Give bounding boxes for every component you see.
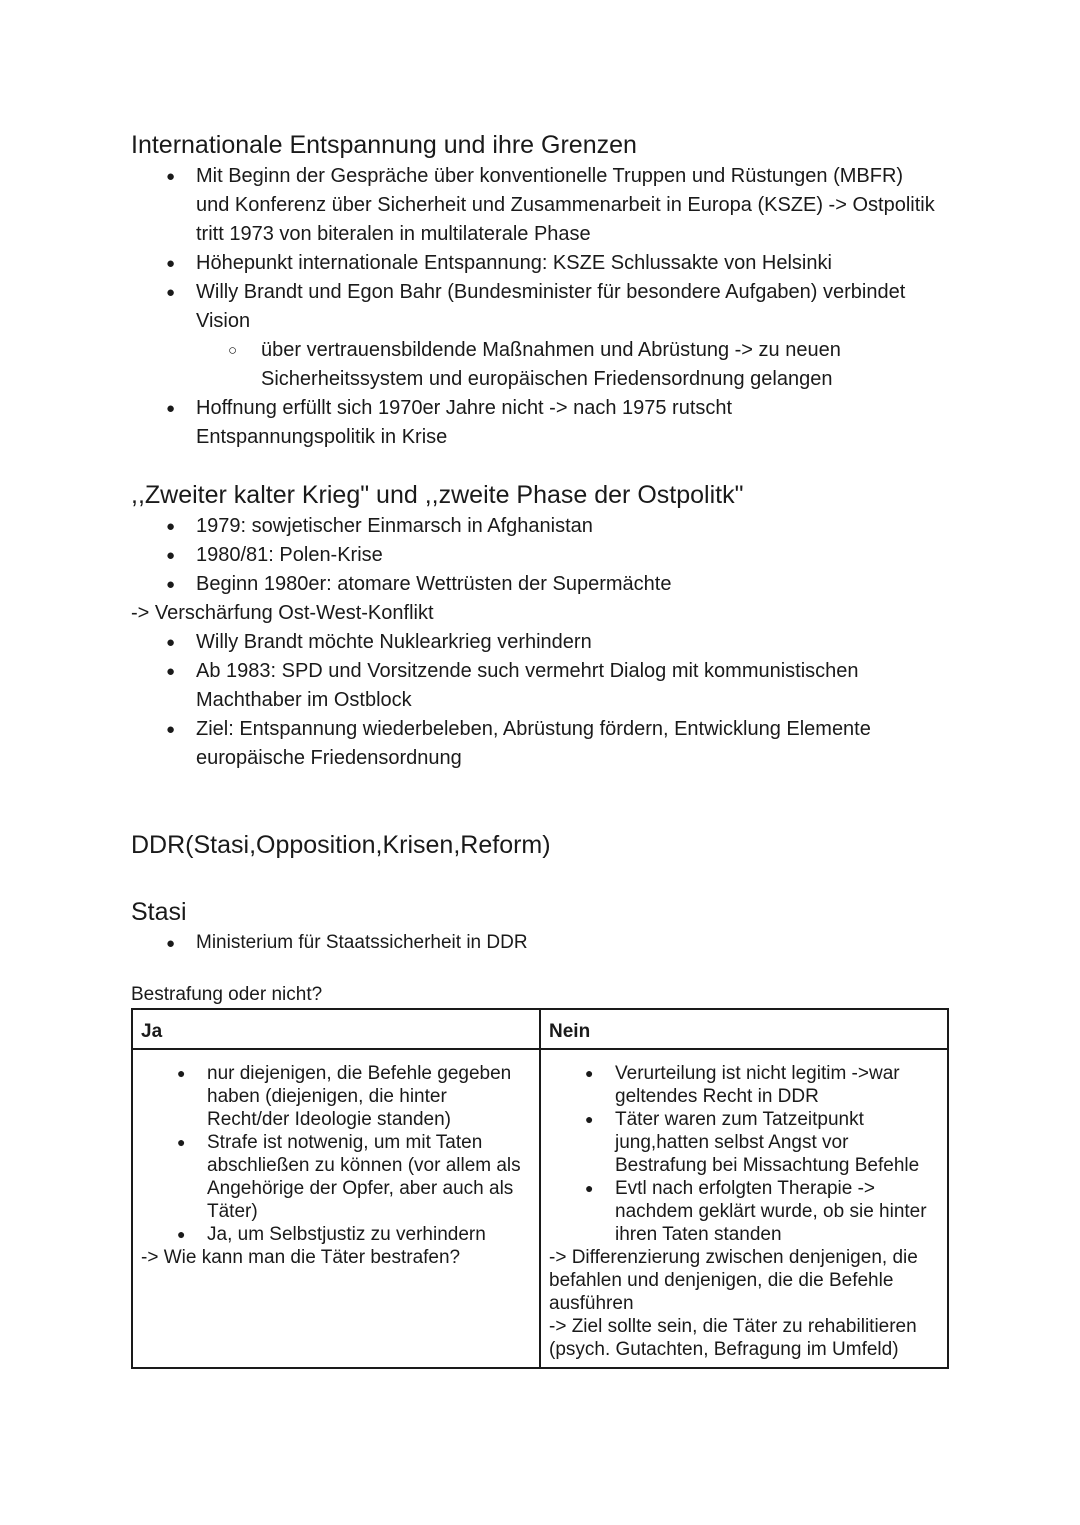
sub-list-item: ○ über vertrauensbildende Maßnahmen und Abrüstung -> zu neuen Sicherheitssystem und europäischen Friedensordnung gelangen [131,336,901,394]
list-item: ● nur diejenigen, die Befehle gegeben haben (diejenigen, die hinter Recht/der Ideologie standen) [141,1062,531,1131]
list-item: ● Ziel: Entspannung wiederbeleben, Abrüstung fördern, Entwicklung Elemente europäische Friedensordnung [131,715,941,773]
list-item: ● Täter waren zum Tatzeitpunkt jung,hatten selbst Angst vor Bestrafung bei Missachtung Befehle [549,1108,939,1177]
bullet-list [549,1062,939,1246]
list-item: ● Verurteilung ist nicht legitim ->war geltendes Recht in DDR [549,1062,939,1108]
section-international-entspannung [131,128,936,452]
table-row [132,1049,948,1368]
bullet-list [131,929,528,957]
list-item: ● Ja, um Selbstjustiz zu verhindern [141,1223,531,1246]
list-item: ● Ab 1983: SPD und Vorsitzende such vermehrt Dialog mit kommunistischen Machthaber im Ostblock [131,657,931,715]
list-item: ● 1979: sowjetischer Einmarsch in Afghanistan [131,512,941,541]
section-title: Stasi [131,898,187,926]
list-item: ● Hoffnung erfüllt sich 1970er Jahre nicht -> nach 1975 rutscht Entspannungspolitik in Krise [131,394,796,452]
list-item: ● Höhepunkt internationale Entspannung: KSZE Schlussakte von Helsinki [131,249,936,278]
cell-ja [132,1049,540,1368]
nein-note: -> Differenzierung zwischen denjenigen, die befahlen und denjenigen, die die Befehle ausführen [549,1247,918,1314]
nein-note: -> Ziel sollte sein, die Täter zu rehabilitieren (psych. Gutachten, Befragung im Umfeld) [549,1316,917,1360]
bullet-list [131,162,936,452]
header-ja: Ja [132,1009,540,1049]
bullet-list [131,628,941,773]
table-header-row [132,1009,948,1049]
list-item: ● Willy Brandt und Egon Bahr (Bundesminister für besondere Aufgaben) verbindet Vision [131,278,916,336]
section-title: Internationale Entspannung und ihre Grenzen [131,131,637,159]
list-item: ● Ministerium für Staatssicherheit in DDR [131,929,528,957]
cell-nein [540,1049,948,1368]
list-item: ● Mit Beginn der Gespräche über konventionelle Truppen und Rüstungen (MBFR) und Konferenz über Sicherheit und Zusammenarbeit in Europa (KSZE) -> Ostpolitik tritt 1973 von biteralen in multilaterale Phase [131,162,936,249]
ja-note: -> Wie kann man die Täter bestrafen? [141,1247,461,1268]
bullet-list [131,512,941,599]
section-stasi [131,895,528,957]
list-item: ● 1980/81: Polen-Krise [131,541,941,570]
list-item: ● Willy Brandt möchte Nuklearkrieg verhindern [131,628,941,657]
bestrafung-table [131,1008,949,1369]
arrow-line: -> Verschärfung Ost-West-Konflikt [131,602,434,624]
list-item: ● Evtl nach erfolgten Therapie -> nachdem geklärt wurde, ob sie hinter ihren Taten standen [549,1177,939,1246]
list-item: ● Beginn 1980er: atomare Wettrüsten der Supermächte [131,570,941,599]
table-caption: Bestrafung oder nicht? [131,984,323,1005]
section-ddr [131,828,551,862]
bullet-list [141,1062,531,1246]
list-item: ● Strafe ist notwenig, um mit Taten abschließen zu können (vor allem als Angehörige der Opfer, aber auch als Täter) [141,1131,531,1223]
section-title: DDR(Stasi,Opposition,Krisen,Reform) [131,831,551,859]
section-title: ,,Zweiter kalter Krieg" und ,,zweite Phase der Ostpolitk" [131,481,744,509]
section-zweiter-kalter-krieg [131,478,941,773]
header-nein: Nein [540,1009,948,1049]
